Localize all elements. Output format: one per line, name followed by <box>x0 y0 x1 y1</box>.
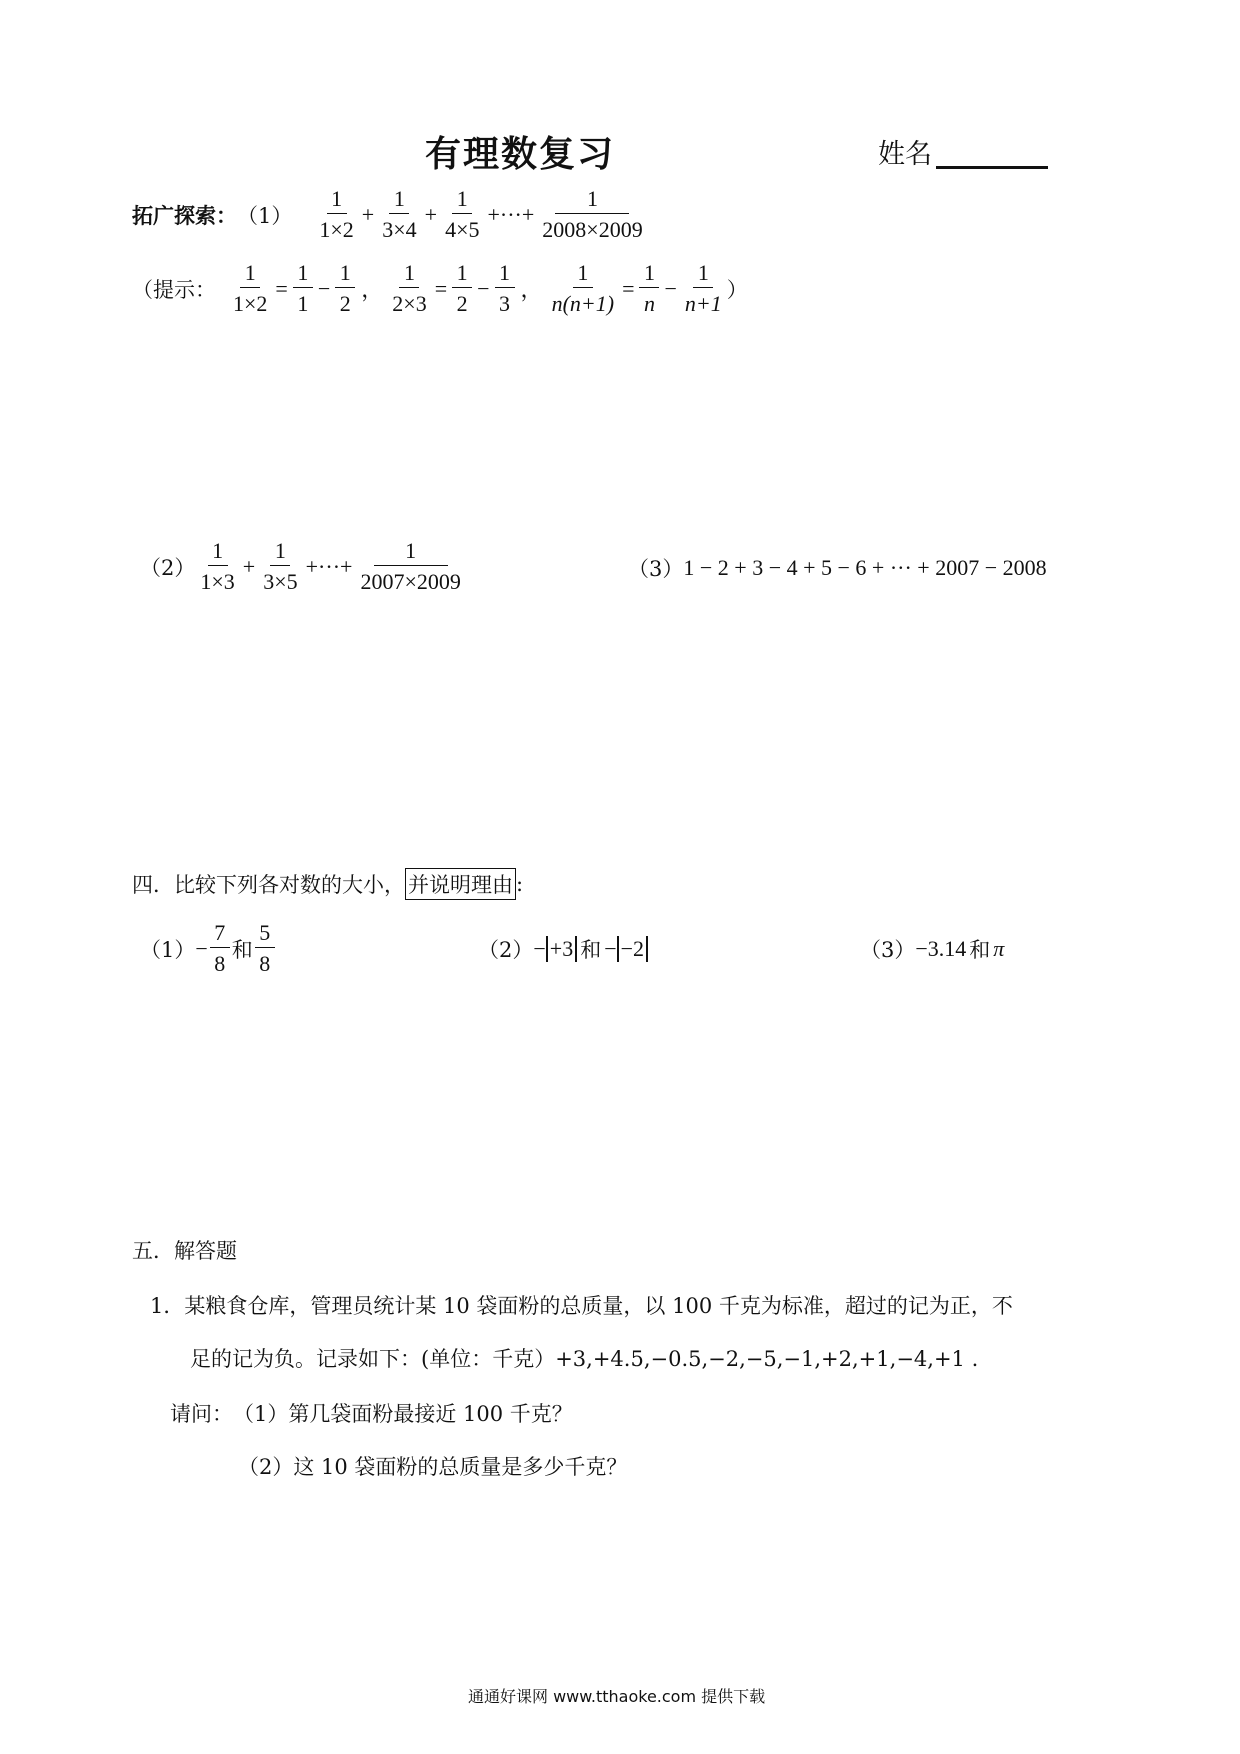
explore-q3-prefix: （3） <box>628 557 684 581</box>
explore-q2-prefix: （2） <box>140 555 196 580</box>
absolute-value: −2 <box>617 936 648 962</box>
section4-heading <box>132 868 523 900</box>
section5-question-2: （2）这 10 袋面粉的总质量是多少千克？ <box>238 1455 628 1479</box>
section4-item2 <box>478 934 648 964</box>
explore-label: 拓广探索： <box>132 203 237 228</box>
fraction: $\frac{1}{1\times 2}$ <box>319 186 354 242</box>
section5-heading: 五．解答题 <box>132 1239 237 1263</box>
section4-item3-prefix: （3） <box>860 938 916 962</box>
fraction: $\frac{1}{3\times 4}$ <box>382 186 417 242</box>
section5-problem1-line2: 足的记为负。记录如下：(单位：千克）+3,+4.5,−0.5,−2,−5,−1,+2,+1,−4,+1 . <box>190 1347 979 1371</box>
hint-open: （提示： <box>132 277 216 302</box>
explore-q3-expression: 1 − 2 + 3 − 4 + 5 − 6 + ··· + 2007 − 2008 <box>683 555 1047 580</box>
name-blank-line <box>936 166 1048 169</box>
section4-item2-prefix: （2） <box>478 938 534 962</box>
section4-item3-expression: −3.14 和 π <box>915 936 1005 962</box>
fraction: $\frac{1}{2008\times 2009}$ <box>542 186 643 242</box>
page-footer: 通通好课网 www.tthaoke.com 提供下载 <box>468 1687 766 1706</box>
explore-q1-prefix: （1） <box>237 203 293 228</box>
explore-hint-row <box>132 262 748 315</box>
hint-close: ） <box>726 277 748 302</box>
explore-q2-expression: $\frac{1}{1\times 3}$ + $\frac{1}{3\times 5}$ +···+ $\frac{1}{2007\times 2009}$ <box>200 538 461 594</box>
section5-question-1-text: （1）第几袋面粉最接近 100 千克？ <box>233 1402 573 1426</box>
section4-item1 <box>140 922 277 975</box>
section5-question-label: 请问： <box>170 1402 233 1426</box>
hint-expression: $\frac{1}{1\times 2}$ = $\frac{1}{1}$ − $\frac{1}{2}$ ， $\frac{1}{2\times 3}$ = $\frac{1}{2}$ − $\frac{1}{3}$ ， $\frac{1}{n(n+1)}$ = $\frac{1}{n}$ − $\frac{1}{n+1}$ <box>233 260 722 316</box>
explore-q1-expression: $\frac{1}{1\times 2}$ + $\frac{1}{3\times 4}$ + $\frac{1}{4\times 5}$ +···+ $\frac{1}{2008\times 2009}$ <box>314 188 647 241</box>
explore-q3-row <box>628 553 1047 583</box>
section4-item2-expression: − +3 和 − −2 <box>533 934 648 964</box>
explore-q1-row <box>132 188 648 241</box>
name-label: 姓名 <box>878 139 932 170</box>
section4-boxed-text: 并说明理由 <box>405 868 516 900</box>
section4-item1-prefix: （1） <box>140 937 196 962</box>
fraction: $\frac{1}{4\times 5}$ <box>445 186 480 242</box>
section4-heading-text: 四．比较下列各对数的大小， <box>132 873 405 897</box>
section4-item3 <box>860 934 1004 964</box>
absolute-value: +3 <box>546 936 577 962</box>
section4-colon: : <box>516 872 524 896</box>
section5-question-1 <box>170 1398 573 1428</box>
page-title: 有理数复习 <box>425 134 616 175</box>
section5-problem1-line1: 1．某粮食仓库，管理员统计某 10 袋面粉的总质量，以 100 千克为标准，超过的记为正，不 <box>150 1294 1013 1318</box>
explore-q2-row <box>140 540 466 593</box>
section4-item1-expression: − $\frac{7}{8}$ 和 $\frac{5}{8}$ <box>195 922 276 975</box>
name-field <box>878 132 1048 171</box>
